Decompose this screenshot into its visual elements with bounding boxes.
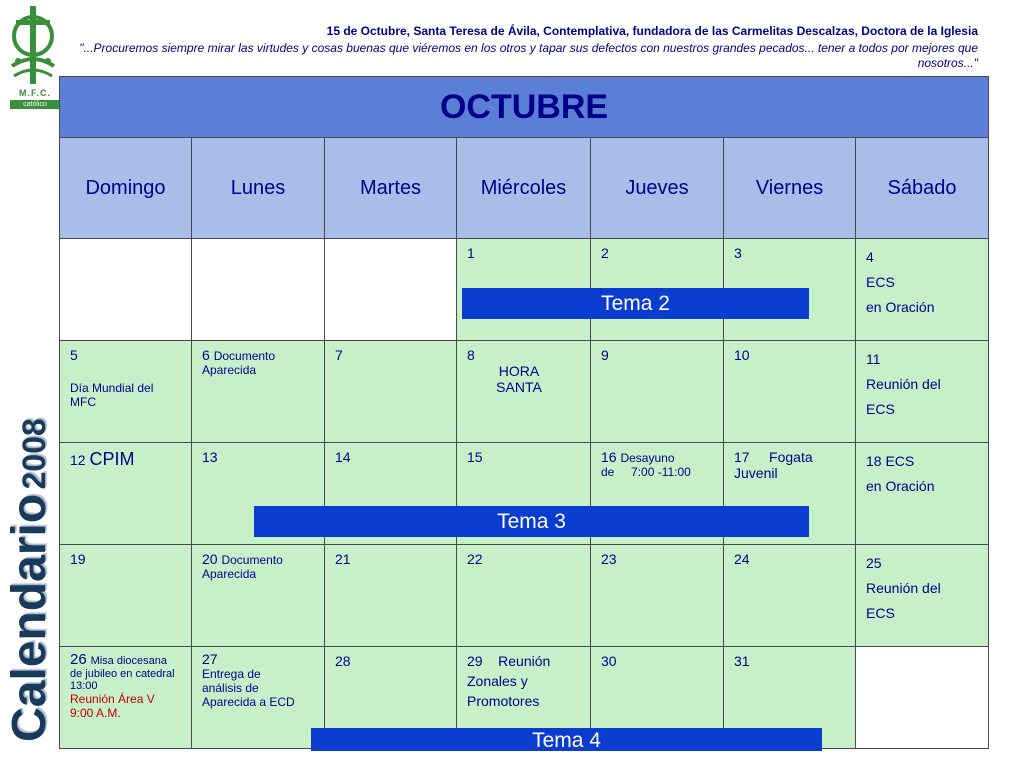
day-cell — [60, 545, 192, 647]
day-number: 2 — [601, 245, 609, 261]
cross-logo-icon — [6, 4, 60, 88]
day-number: 8 — [467, 347, 475, 363]
event-text: en Oración — [866, 299, 935, 315]
day-number: 27 — [202, 651, 218, 667]
tema-bar: Tema 3 — [254, 506, 809, 537]
day-cell — [60, 443, 192, 545]
day-cell — [325, 341, 457, 443]
event-text: ECS — [866, 605, 895, 621]
event-text: Reunión — [498, 653, 551, 669]
day-number: 7 — [335, 347, 343, 363]
event-text: SANTA — [496, 379, 542, 395]
event-text: en Oración — [866, 478, 935, 494]
event-text: Juvenil — [734, 465, 778, 481]
day-number: 31 — [734, 653, 750, 669]
event-text: CPIM — [89, 449, 135, 469]
day-header: Martes — [325, 138, 457, 239]
tema-bar: Tema 4 — [311, 728, 822, 751]
day-cell — [192, 647, 325, 749]
event-text: Reunión Área V — [70, 692, 155, 706]
day-number: 14 — [335, 449, 351, 465]
empty-day-cell — [60, 239, 192, 341]
day-cell — [591, 545, 724, 647]
day-cell — [60, 647, 192, 749]
day-header: Sábado — [856, 138, 989, 239]
day-number: 21 — [335, 551, 351, 567]
event-text: Entrega de — [202, 667, 261, 681]
day-number: 13 — [202, 449, 218, 465]
logo-band: católico — [10, 100, 60, 109]
day-number: 24 — [734, 551, 750, 567]
event-text: Desayuno — [620, 451, 675, 465]
mfc-logo — [6, 4, 60, 108]
header-saint-line: 15 de Octubre, Santa Teresa de Ávila, Contemplativa, fundadora de las Carmelitas Descalzas, Doctora de la Iglesia — [326, 24, 978, 38]
day-header: Jueves — [591, 138, 724, 239]
day-header: Miércoles — [457, 138, 591, 239]
empty-day-cell — [856, 647, 989, 749]
day-number: 18 — [866, 453, 882, 469]
day-cell — [724, 545, 856, 647]
day-number: 11 — [866, 351, 881, 367]
event-text: ECS — [866, 274, 895, 290]
event-text: análisis de — [202, 681, 259, 695]
event-text: Reunión del — [866, 376, 941, 392]
day-number: 22 — [467, 551, 483, 567]
day-cell — [60, 341, 192, 443]
day-number: 3 — [734, 245, 742, 261]
event-text: MFC — [70, 395, 96, 409]
day-number: 19 — [70, 551, 86, 567]
day-number: 12 — [70, 452, 86, 468]
day-number: 6 — [202, 347, 210, 363]
event-text: de jubileo en catedral — [70, 668, 175, 680]
event-text: Fogata — [769, 449, 813, 465]
day-cell — [457, 545, 591, 647]
day-header: Domingo — [60, 138, 192, 239]
event-text: Documento — [221, 553, 283, 567]
event-text: 13:00 — [70, 680, 98, 692]
day-cell — [325, 545, 457, 647]
month-title: OCTUBRE — [60, 77, 989, 138]
day-cell — [457, 341, 591, 443]
event-text: de — [601, 465, 615, 479]
event-text: 9:00 A.M. — [70, 706, 121, 720]
day-number: 30 — [601, 653, 617, 669]
day-number: 17 — [734, 449, 750, 465]
header-quote: "...Procuremos siempre mirar las virtudes y cosas buenas que viéremos en los otros y tapar sus defectos con nuestros grandes pecados... tener a todos por mejores que nosotros..." — [79, 41, 978, 70]
day-header: Viernes — [724, 138, 856, 239]
tema-bar: Tema 2 — [462, 288, 809, 319]
day-number: 10 — [734, 347, 750, 363]
day-number: 26 — [70, 651, 87, 668]
day-number: 9 — [601, 347, 609, 363]
event-text: Reunión del — [866, 580, 941, 596]
side-title-year: 2008 — [16, 418, 52, 490]
event-text: ECS — [866, 401, 895, 417]
event-text: Día Mundial del — [70, 381, 154, 395]
day-cell — [856, 239, 989, 341]
day-number: 20 — [202, 551, 218, 567]
event-text: Aparecida — [202, 567, 257, 581]
day-cell — [192, 341, 325, 443]
day-number: 4 — [866, 249, 874, 265]
side-title-main: Calendario — [3, 493, 56, 742]
day-number: 29 — [467, 653, 483, 669]
day-number: 1 — [467, 245, 475, 261]
side-title — [2, 418, 57, 742]
calendar-table — [59, 76, 989, 749]
event-text: Documento — [213, 349, 276, 363]
day-cell — [591, 341, 724, 443]
event-text: Zonales y — [467, 673, 528, 689]
day-number: 5 — [70, 347, 78, 363]
logo-text: M.F.C. — [19, 88, 51, 98]
day-cell — [856, 545, 989, 647]
event-text: Promotores — [467, 693, 540, 709]
event-text: HORA — [498, 363, 540, 379]
day-number: 23 — [601, 551, 617, 567]
day-header: Lunes — [192, 138, 325, 239]
day-cell — [856, 443, 989, 545]
day-number: 15 — [467, 449, 483, 465]
event-text: ECS — [885, 453, 915, 469]
day-number: 25 — [866, 555, 882, 571]
event-text: Aparecida — [202, 363, 257, 377]
day-number: 16 — [601, 449, 617, 465]
day-number: 28 — [335, 653, 351, 669]
event-text: Misa diocesana — [90, 655, 168, 667]
event-text: 7:00 -11:00 — [631, 465, 691, 479]
event-text: Aparecida a ECD — [202, 695, 295, 709]
empty-day-cell — [192, 239, 325, 341]
day-cell — [724, 341, 856, 443]
day-cell — [192, 545, 325, 647]
empty-day-cell — [325, 239, 457, 341]
day-cell — [856, 341, 989, 443]
